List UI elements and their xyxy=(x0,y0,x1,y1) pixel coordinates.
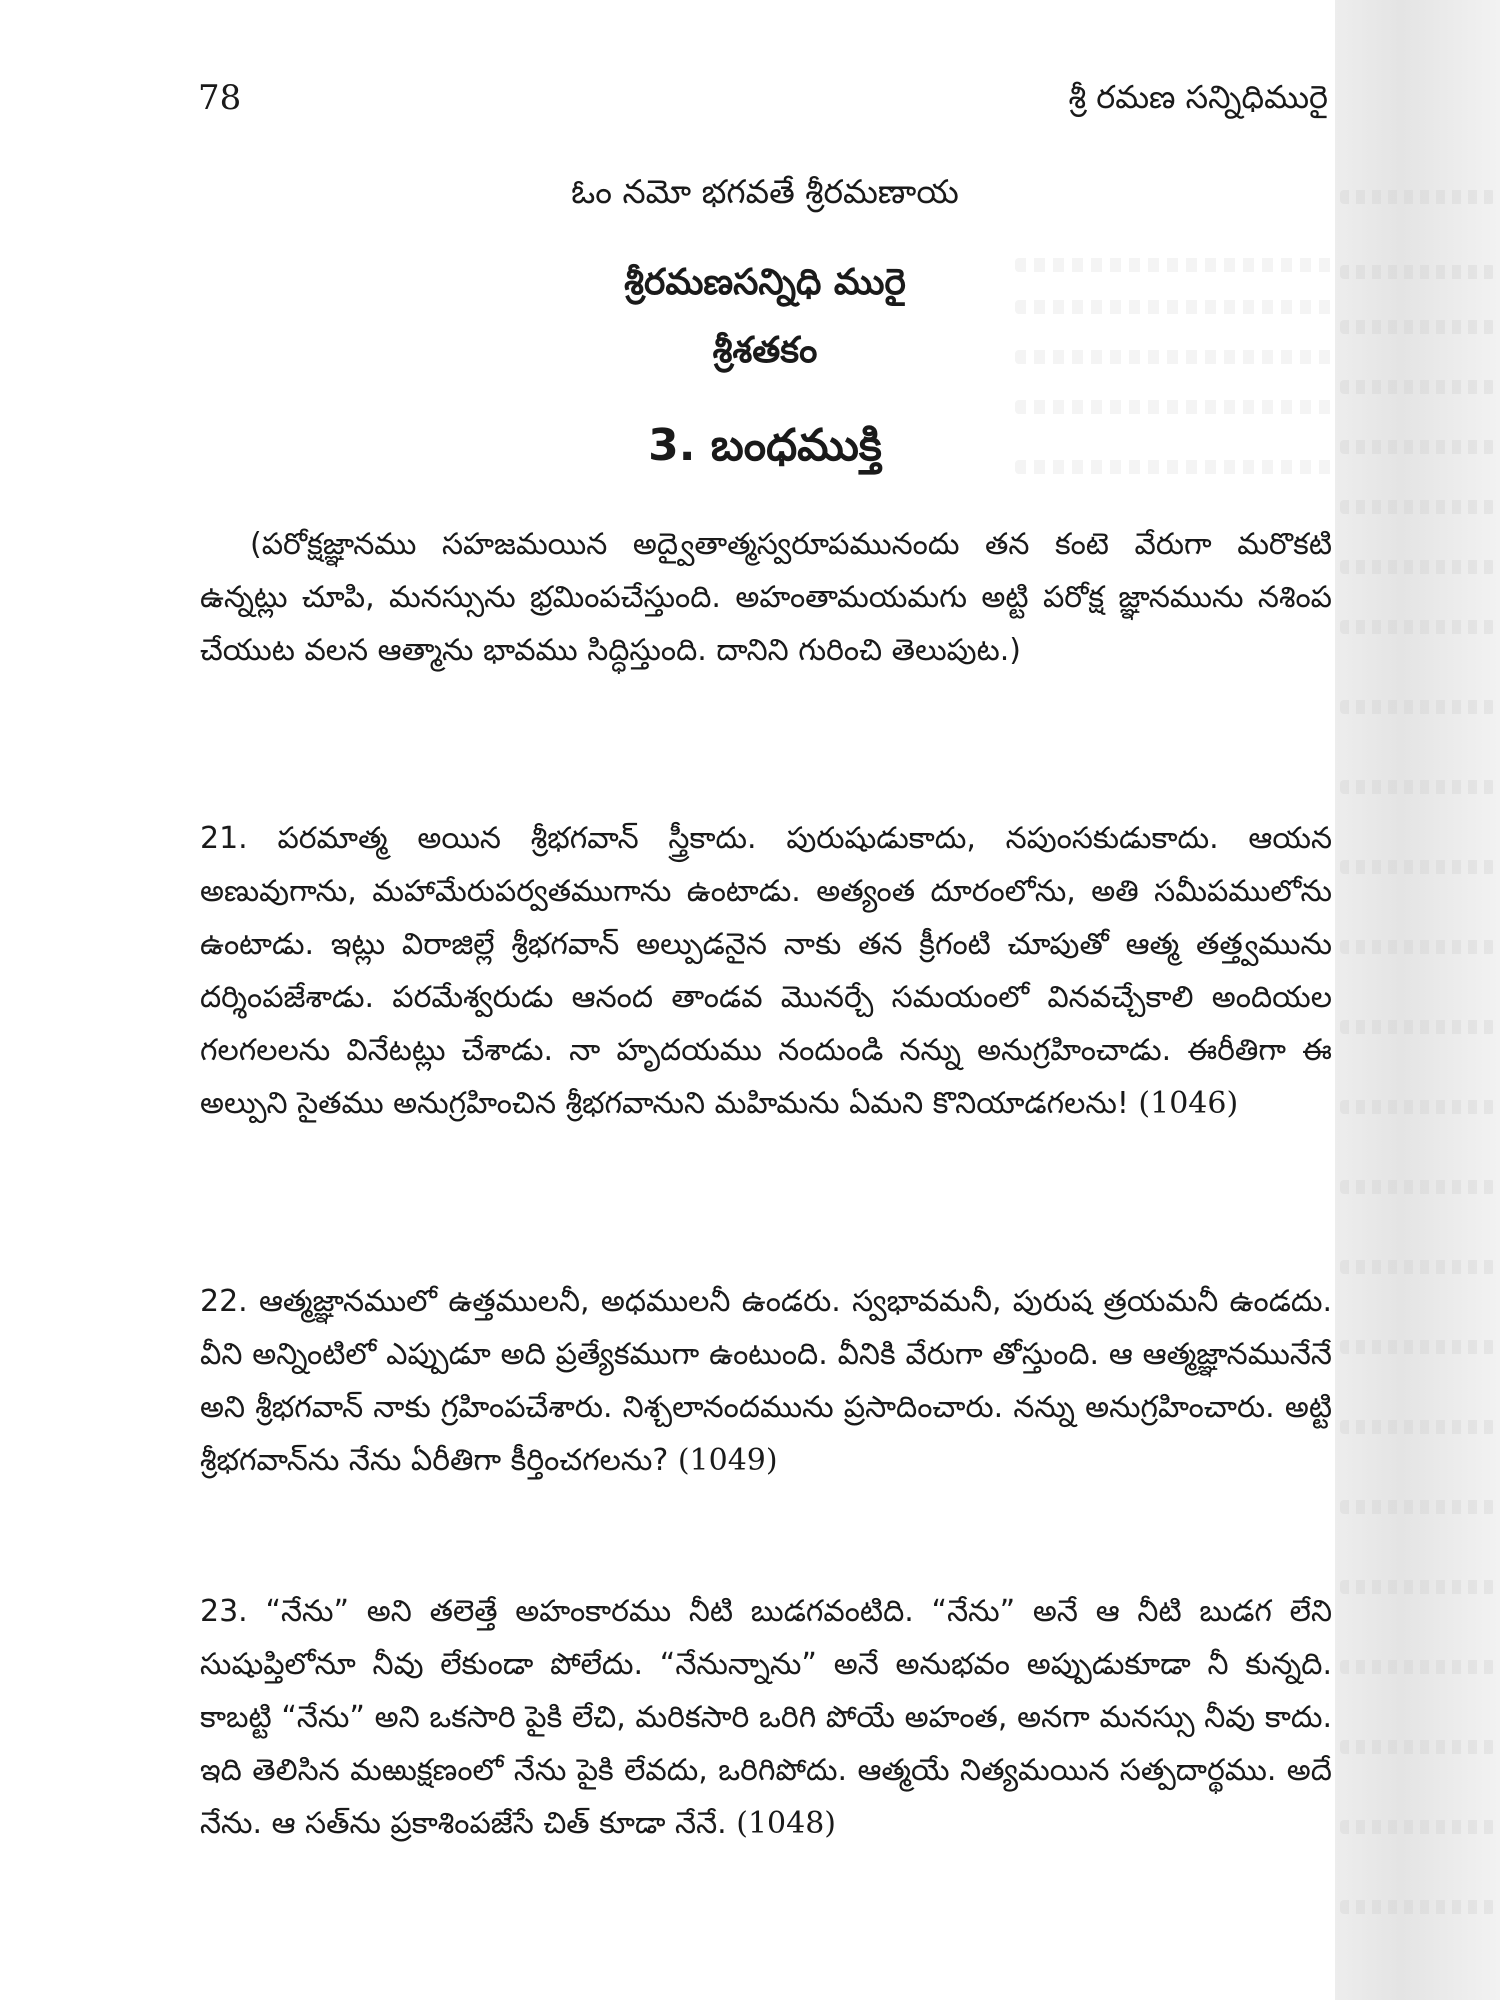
bleed-through-mark xyxy=(1340,1260,1495,1274)
bleed-through-mark xyxy=(1340,1820,1495,1834)
running-header xyxy=(198,78,1328,128)
bleed-through-mark xyxy=(1340,500,1495,514)
binding-shadow xyxy=(1335,0,1500,2000)
verse-text: 23. “నేను” అని తలెత్తే అహంకారము నీటి బుడగవంటిది. “నేను” అనే ఆ నీటి బుడగ లేని సుషుప్తిలోనూ నీవు లేకుండా పోలేదు. “నేనున్నాను” అనే అనుభవం అప్పుడుకూడా నీ కున్నది. కాబట్టి “నేను” అని ఒకసారి పైకి లేచి, మరికసారి ఒరిగి పోయే అహంత, అనగా మనస్సు నీవు కాదు. ఇది తెలిసిన మఱుక్షణంలో నేను పైకి లేవదు, ఒరిగిపోదు. ఆత్మయే నిత్యమయిన సత్పదార్థము. అదే నేను. ఆ సత్‌ను ప్రకాశింపజేసే చిత్ కూడా నేనే. xyxy=(200,1594,1332,1841)
bleed-through-mark xyxy=(1340,1180,1495,1194)
invocation: ఓం నమో భగవతే శ్రీరమణాయ xyxy=(571,172,959,211)
verse-21 xyxy=(200,812,1332,1130)
chapter-title: 3. బంధముక్తి xyxy=(648,420,882,471)
bleed-through-mark xyxy=(1340,860,1495,874)
bleed-through-mark xyxy=(1340,1900,1495,1914)
bleed-through-mark xyxy=(1340,1100,1495,1114)
verse-text: 21. పరమాత్మ అయిన శ్రీభగవాన్ స్త్రీకాదు. పురుషుడుకాదు, నపుంసకుడుకాదు. ఆయన అణువుగాను, మహామేరుపర్వతముగాను ఉంటాడు. అత్యంత దూరంలోను, అతి సమీపములోను ఉంటాడు. ఇట్లు విరాజిల్లే శ్రీభగవాన్ అల్పుడనైన నాకు తన క్రీగంటి చూపుతో ఆత్మ తత్త్వమును దర్శింపజేశాడు. పరమేశ్వరుడు ఆనంద తాండవ మొనర్చే సమయంలో వినవచ్చేకాలి అందియల గలగలలను వినేటట్లు చేశాడు. నా హృదయము నందుండి నన్ను అనుగ్రహించాడు. ఈరీతిగా ఈ అల్పుని సైతము అనుగ్రహించిన శ్రీభగవానుని మహిమను ఏమని కొనియాడగలను! xyxy=(200,821,1332,1121)
verse-22 xyxy=(200,1275,1332,1487)
verse-reference: (1046) xyxy=(1138,1086,1239,1121)
bleed-through-mark xyxy=(1340,780,1495,794)
bleed-through-mark xyxy=(1340,1340,1495,1354)
bleed-through-mark xyxy=(1340,440,1495,454)
verse-reference: (1049) xyxy=(677,1443,778,1478)
bleed-through-mark xyxy=(1340,1660,1495,1674)
subtitle: శ్రీశతకం xyxy=(712,330,818,371)
bleed-through-mark xyxy=(1340,380,1495,394)
bleed-through-mark xyxy=(1340,1020,1495,1034)
running-title: శ్రీ రమణ సన్నిధిమురై xyxy=(1068,78,1328,116)
bleed-through-mark xyxy=(1340,1420,1495,1434)
bleed-through-mark xyxy=(1340,1580,1495,1594)
bleed-through-mark xyxy=(1340,620,1495,634)
bleed-through-mark xyxy=(1340,320,1495,334)
verse-text: 22. ఆత్మజ్ఞానములో ఉత్తములనీ, అధములనీ ఉండరు. స్వభావమనీ, పురుష త్రయమనీ ఉండదు. వీని అన్నింటిలో ఎప్పుడూ అది ప్రత్యేకముగా ఉంటుంది. వీనికి వేరుగా తోస్తుంది. ఆ ఆత్మజ్ఞానమునేనే అని శ్రీభగవాన్ నాకు గ్రహింపచేశారు. నిశ్చలానందమును ప్రసాదించారు. నన్ను అనుగ్రహించారు. అట్టి శ్రీభగవాన్‌ను నేను ఏరీతిగా కీర్తించగలను? xyxy=(200,1284,1332,1478)
verse-23 xyxy=(200,1585,1332,1850)
book-title: శ్రీరమణసన్నిధి మురై xyxy=(624,262,906,303)
bleed-through-mark xyxy=(1340,560,1495,574)
bleed-through-mark xyxy=(1340,265,1495,279)
bleed-through-mark xyxy=(1340,1500,1495,1514)
page-number: 78 xyxy=(198,78,242,118)
intro-paragraph: (పరోక్షజ్ఞానము సహజమయిన అద్వైతాత్మస్వరూపమునందు తన కంటె వేరుగా మరొకటి ఉన్నట్లు చూపి, మనస్సును భ్రమింపచేస్తుంది. అహంతామయమగు అట్టి పరోక్ష జ్ఞానమును నశింప చేయుట వలన ఆత్మాను భావము సిద్ధిస్తుంది. దానిని గురించి తెలుపుట.) xyxy=(200,527,1332,668)
bleed-through-mark xyxy=(1340,700,1495,714)
bleed-through-mark xyxy=(1340,1740,1495,1754)
verse-reference: (1048) xyxy=(736,1806,836,1841)
bleed-through-mark xyxy=(1340,940,1495,954)
bleed-through-mark xyxy=(1015,400,1335,414)
bleed-through-mark xyxy=(1340,190,1495,204)
